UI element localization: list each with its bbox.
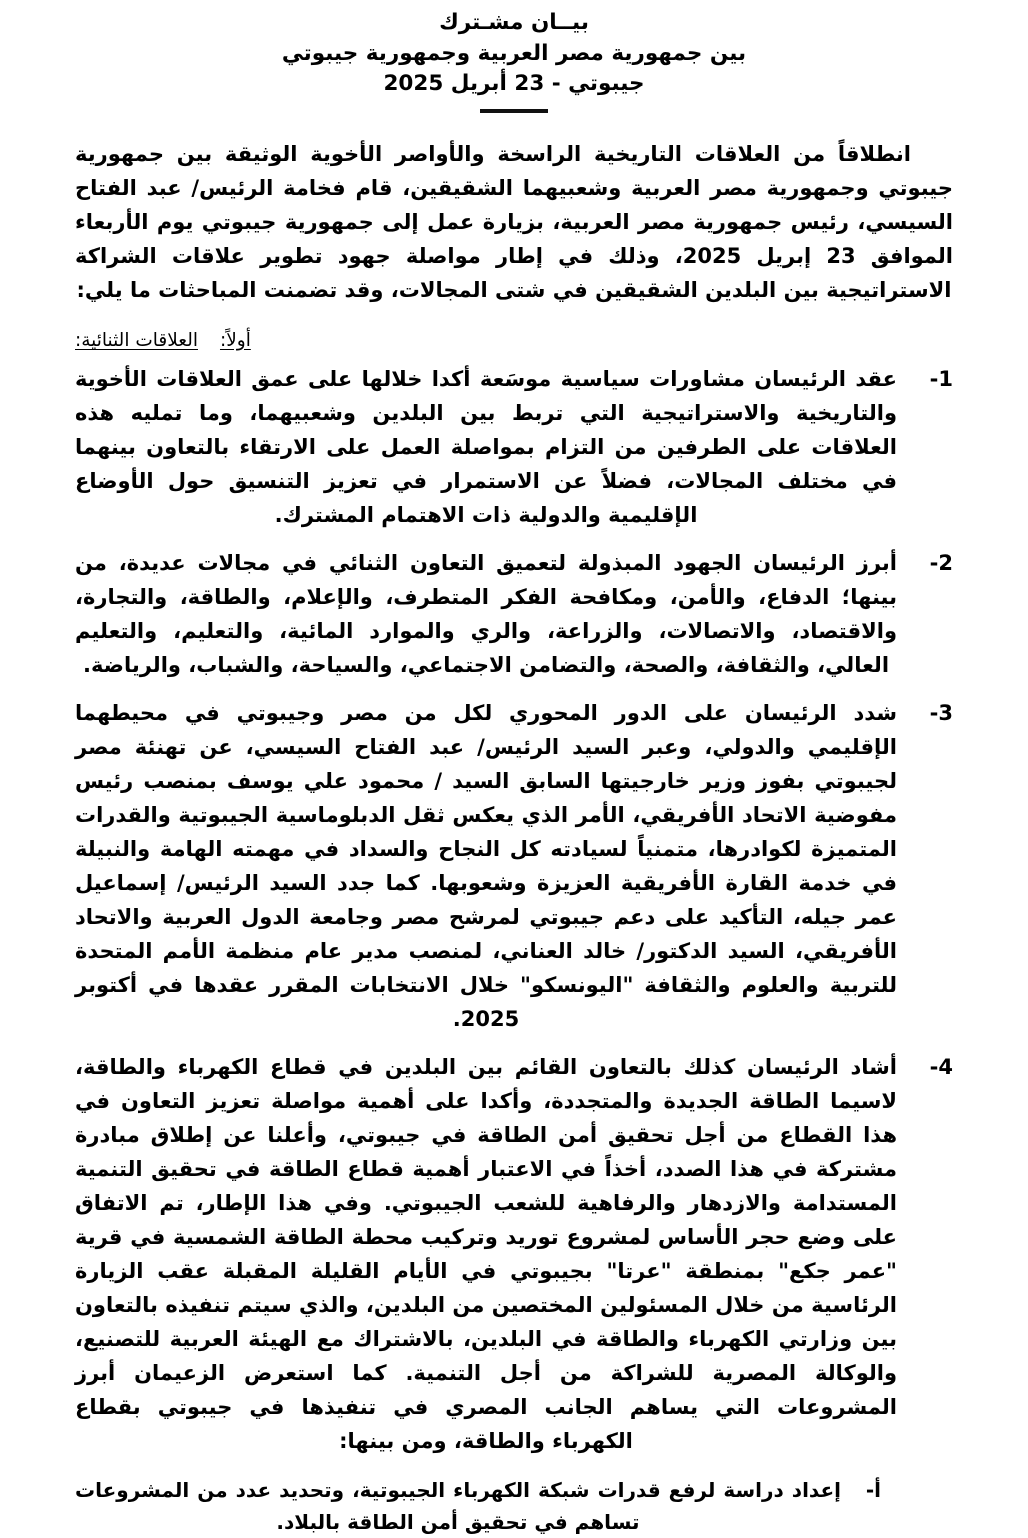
document-header bbox=[75, 8, 953, 113]
numbered-list bbox=[75, 362, 953, 1458]
document-subtitle: بين جمهورية مصر العربية وجمهورية جيبوتي bbox=[281, 40, 747, 66]
list-item-marker: -1 bbox=[929, 366, 953, 391]
list-item-marker: -3 bbox=[929, 700, 953, 725]
list-item bbox=[75, 362, 953, 532]
header-divider bbox=[480, 109, 548, 113]
list-item-text: أبرز الرئيسان الجهود المبذولة لتعميق التعاون الثنائي في مجالات عديدة، من بينها؛ الدفاع، والأمن، ومكافحة الفكر المتطرف، والإعلام، والطاقة، والتجارة، والاقتصاد، والاتصالات، والزراعة، والري والموارد المائية، والتعليم، والتعليم العالي، والثقافة، والصحة، والتضامن الاجتماعي، والسياحة، والشباب، والرياضة. bbox=[75, 550, 897, 677]
list-item-text: شدد الرئيسان على الدور المحوري لكل من مصر وجيبوتي في محيطهما الإقليمي والدولي، وعبر السيد الرئيس/ عبد الفتاح السيسي، عن تهنئة مصر لجيبوتي بفوز وزير خارجيتها السابق السيد / محمود علي يوسف بمنصب رئيس مفوضية الاتحاد الأفريقي، الأمر الذي يعكس ثقل الدبلوماسية الجيبوتية والقدرات المتميزة لكوادرها، متمنياً لسيادته كل النجاح والسداد في مهمته الهامة والنبيلة في خدمة القارة الأفريقية العزيزة وشعوبها. كما جدد السيد الرئيس/ إسماعيل عمر جيله، التأكيد على دعم جيبوتي لمرشح مصر وجامعة الدول العربية والاتحاد الأفريقي، السيد الدكتور/ خالد العناني، لمنصب مدير عام منظمة الأمم المتحدة للتربية والعلوم والثقافة "اليونسكو" خلال الانتخابات المقرر عقدها في أكتوبر 2025. bbox=[75, 700, 897, 1031]
list-item-marker: -4 bbox=[929, 1054, 953, 1079]
section-ordinal: أولاً: bbox=[219, 329, 251, 351]
list-item-text: أشاد الرئيسان كذلك بالتعاون القائم بين البلدين في قطاع الكهرباء والطاقة، لاسيما الطاقة الجديدة والمتجددة، وأكدا على أهمية مواصلة تعزيز التعاون في هذا القطاع من أجل تحقيق أمن الطاقة في جيبوتي، وأعلنا عن إطلاق مبادرة مشتركة في هذا الصدد، أخذاً في الاعتبار أهمية قطاع الطاقة في تحقيق التنمية المستدامة والازدهار والرفاهية للشعب الجيبوتي. وفي هذا الإطار، تم الاتفاق على وضع حجر الأساس لمشروع توريد وتركيب محطة الطاقة الشمسية في قرية "عمر جكع" بمنطقة "عرتا" بجيبوتي في الأيام القليلة المقبلة عقب الزيارة الرئاسية من خلال المسئولين المختصين من البلدين، والذي سيتم تنفيذه بالتعاون بين وزارتي الكهرباء والطاقة في البلدين، بالاشتراك مع الهيئة العربية للتصنيع، والوكالة المصرية للشراكة من أجل التنمية. كما استعرض الزعيمان أبرز المشروعات التي يساهم الجانب المصري في تنفيذها في جيبوتي بقطاع الكهرباء والطاقة، ومن بينها: bbox=[75, 1054, 897, 1453]
intro-paragraph: انطلاقاً من العلاقات التاريخية الراسخة والأواصر الأخوية الوثيقة بين جمهورية جيبوتي وجمهورية مصر العربية وشعبيهما الشقيقين، قام فخامة الرئيس/ عبد الفتاح السيسي، رئيس جمهورية مصر العربية، بزيارة عمل إلى جمهورية جيبوتي يوم الأربعاء الموافق 23 إبريل 2025، وذلك في إطار مواصلة جهود تطوير علاقات الشراكة الاستراتيجية بين البلدين الشقيقين في شتى المجالات، وقد تضمنت المباحثات ما يلي: bbox=[75, 141, 953, 302]
document-dateline: جيبوتي - 23 أبريل 2025 bbox=[383, 71, 645, 97]
document-title: بيــان مشـترك bbox=[439, 10, 589, 35]
sublist-item-text: إعداد دراسة لرفع قدرات شبكة الكهرباء الجيبوتية، وتحديد عدد من المشروعات تساهم في تحقيق أمن الطاقة بالبلاد. bbox=[75, 1478, 841, 1534]
lettered-sublist bbox=[75, 1474, 953, 1538]
list-item-marker: -2 bbox=[929, 550, 953, 575]
list-item bbox=[75, 546, 953, 682]
section-label: العلاقات الثنائية: bbox=[75, 329, 198, 351]
list-item bbox=[75, 696, 953, 1036]
list-item bbox=[75, 1050, 953, 1458]
sublist-item bbox=[75, 1474, 881, 1538]
list-item-text: عقد الرئيسان مشاورات سياسية موسَعة أكدا خلالها على عمق العلاقات الأخوية والتاريخية والاستراتيجية التي تربط بين البلدين وشعبيهما، وما تمليه هذه العلاقات على الطرفين من التزام بمواصلة العمل على الارتقاء بالتعاون بينهما في مختلف المجالات، فضلاً عن الاستمرار في تعزيز التنسيق حول الأوضاع الإقليمية والدولية ذات الاهتمام المشترك. bbox=[75, 366, 897, 527]
sublist-item-marker: أ- bbox=[865, 1478, 881, 1502]
section-heading bbox=[75, 328, 953, 354]
